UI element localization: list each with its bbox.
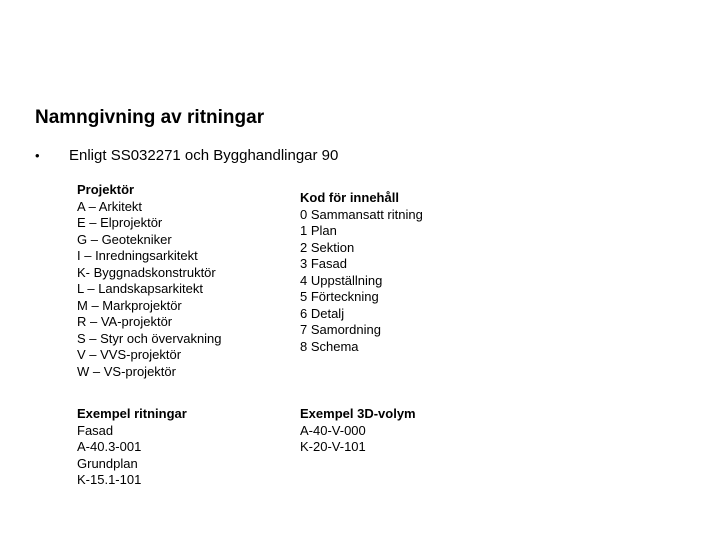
list-item: W – VS-projektör (77, 363, 176, 379)
list-item: S – Styr och övervakning (77, 330, 222, 346)
list-item: 3 Fasad (300, 256, 347, 271)
exempel-3d-heading: Exempel 3D-volym (300, 406, 416, 421)
list-item: L – Landskapsarkitekt (77, 281, 203, 296)
projektor-heading: Projektör (77, 182, 135, 197)
bullet-icon: • (35, 147, 40, 163)
exempel-ritningar-list (77, 406, 187, 489)
list-item: K-20-V-101 (300, 439, 366, 454)
list-item: 4 Uppställning (300, 272, 383, 288)
exempel-ritningar-heading: Exempel ritningar (77, 406, 187, 421)
list-item: 2 Sektion (300, 239, 355, 255)
list-item: K-15.1-101 (77, 472, 142, 487)
list-item: V – VVS-projektör (77, 347, 182, 362)
list-item: Grundplan (77, 455, 138, 471)
list-item: E – Elprojektör (77, 215, 163, 230)
list-item: G – Geotekniker (77, 231, 172, 247)
list-item: M – Markprojektör (77, 297, 182, 313)
list-item: A – Arkitekt (77, 198, 143, 214)
list-item: Fasad (77, 422, 114, 438)
list-item: 0 Sammansatt ritning (300, 206, 423, 222)
list-item: I – Inredningsarkitekt (77, 248, 198, 263)
list-item: 1 Plan (300, 223, 337, 238)
kod-heading: Kod för innehåll (300, 190, 399, 205)
list-item: 8 Schema (300, 338, 359, 354)
list-item: R – VA-projektör (77, 314, 173, 329)
exempel-3d-list (300, 406, 416, 456)
projektor-list (77, 182, 222, 380)
bullet-item (35, 145, 338, 165)
bullet-text: Enligt SS032271 och Bygghandlingar 90 (69, 146, 339, 164)
list-item: 7 Samordning (300, 322, 381, 337)
list-item: A-40-V-000 (300, 422, 366, 438)
page-title: Namngivning av ritningar (35, 107, 265, 128)
list-item: 5 Förteckning (300, 289, 379, 304)
list-item: A-40.3-001 (77, 439, 142, 454)
list-item: 6 Detalj (300, 305, 345, 321)
kod-list (300, 190, 423, 355)
list-item: K- Byggnadskonstruktör (77, 264, 216, 280)
